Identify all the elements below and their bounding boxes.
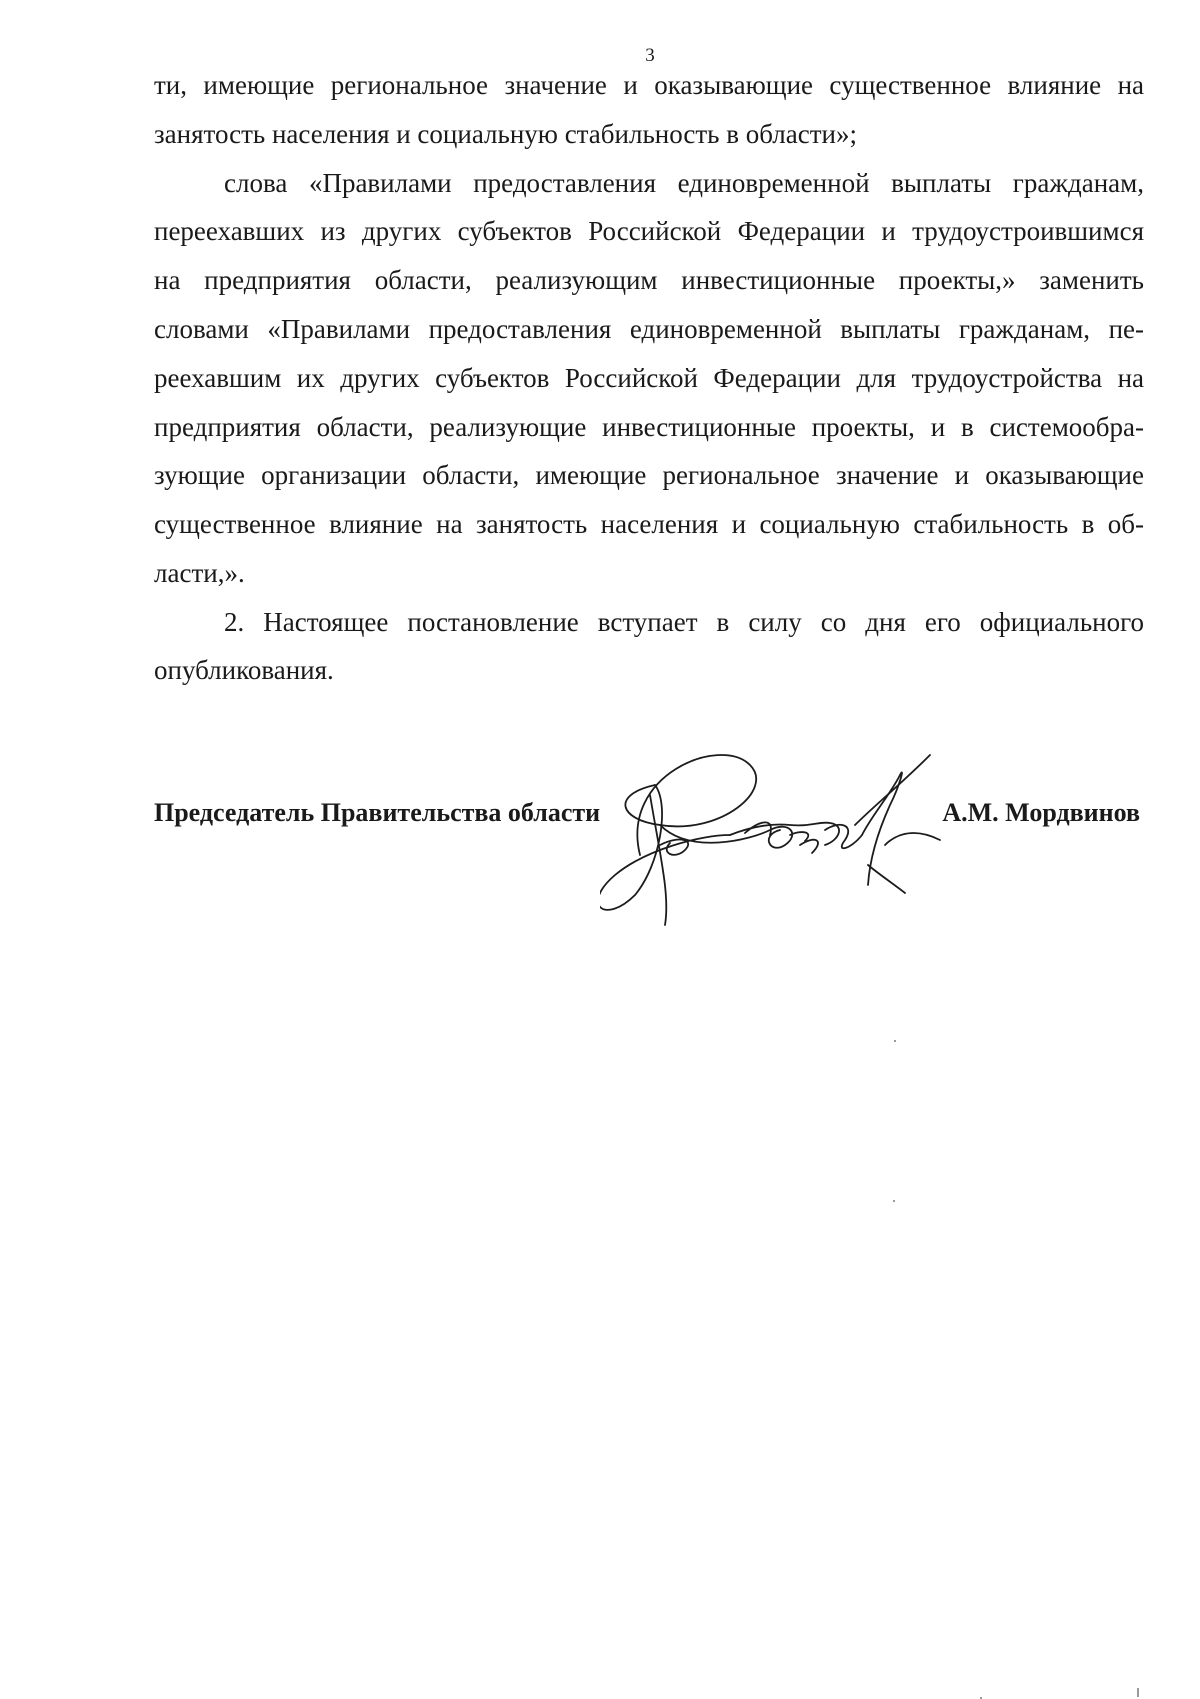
signatory-title: Председатель Правительства области <box>154 798 601 827</box>
text-line: зующие организации области, имеющие региональное значение и оказывающие <box>154 460 1144 490</box>
text-line: ласти,». <box>154 558 245 588</box>
text-line: слова «Правилами предоставления единовременной выплаты гражданам, <box>224 168 1144 198</box>
page-number: 3 <box>645 45 655 66</box>
text-line: переехавших из других субъектов Российской Федерации и трудоустроившимся <box>154 216 1144 246</box>
text-line: словами «Правилами предоставления единовременной выплаты гражданам, пе- <box>154 314 1144 344</box>
handwritten-signature <box>600 735 950 935</box>
signatory-name: А.М. Мордвинов <box>942 798 1140 827</box>
text-line: реехавшим их других субъектов Российской Федерации для трудоустройства на <box>154 363 1144 393</box>
text-line: на предприятия области, реализующим инвестиционные проекты,» заменить <box>154 265 1144 295</box>
text-line: опубликования. <box>154 655 334 685</box>
text-line: предприятия области, реализующие инвестиционные проекты, и в системообра- <box>154 412 1144 442</box>
scan-speck <box>893 1200 895 1202</box>
text-line: ти, имеющие региональное значение и оказывающие существенное влияние на <box>154 70 1144 100</box>
scan-speck <box>1137 1688 1139 1697</box>
text-line: занятость населения и социальную стабильность в области»; <box>154 119 857 149</box>
text-line: существенное влияние на занятость населения и социальную стабильность в об- <box>154 509 1144 539</box>
scan-speck <box>894 1040 896 1042</box>
text-line: 2. Настоящее постановление вступает в силу со дня его официального <box>224 607 1144 637</box>
